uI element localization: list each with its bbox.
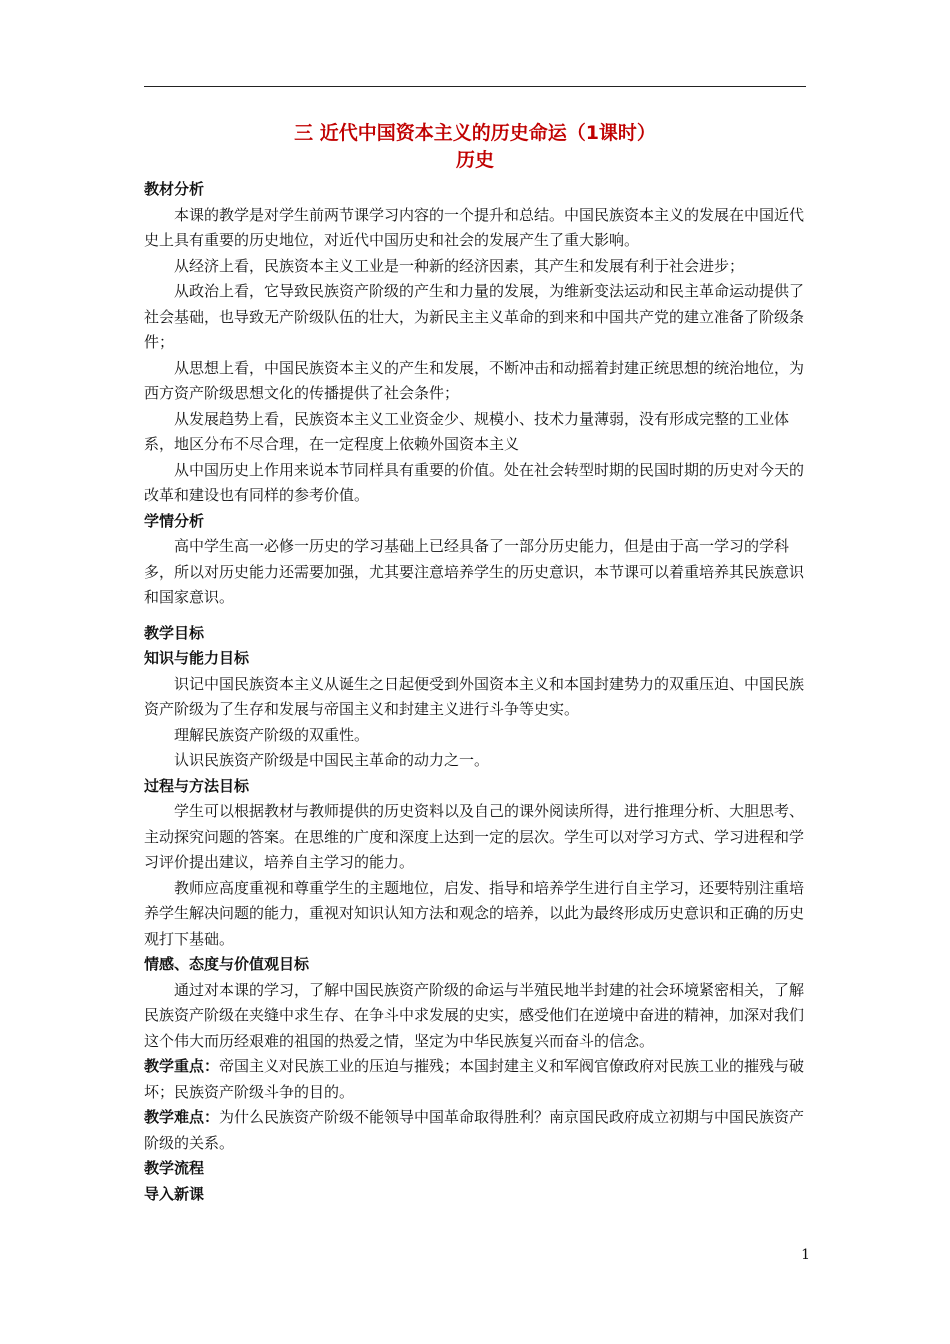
paragraph: 理解民族资产阶级的双重性。 [174,725,370,744]
document-body [144,177,808,1207]
page-number: 1 [801,1247,810,1263]
heading-process-goals: 过程与方法目标 [144,776,250,795]
title-subject: 历史 [455,149,494,171]
spacer [144,611,808,621]
paragraph: 从政治上看，它导致民族资产阶级的产生和力量的发展，为维新变法运动和民主革命运动提供了社会基础，也导致无产阶级队伍的壮大，为新民主主义革命的到来和中国共产党的建立准备了阶级条件； [144,282,805,351]
paragraph: 从中国历史上作用来说本节同样具有重要的价值。处在社会转型时期的民国时期的历史对今天的改革和建设也有同样的参考价值。 [144,460,805,504]
heading-material-analysis: 教材分析 [144,180,205,198]
key-points [144,1054,808,1105]
heading-teaching-process: 教学流程 [144,1159,205,1177]
title-main: 三 近代中国资本主义的历史命运（1课时） [294,122,656,144]
paragraph: 高中学生高一必修一历史的学习基础上已经具备了一部分历史能力，但是由于高一学习的学科多，所以对历史能力还需要加强，尤其要注意培养学生的历史意识，本节课可以着重培养其民族意识和国家意识。 [144,537,805,606]
paragraph: 本课的教学是对学生前两节课学习内容的一个提升和总结。中国民族资本主义的发展在中国近代史上具有重要的历史地位，对近代中国历史和社会的发展产生了重大影响。 [144,205,805,249]
difficult-points-text: 为什么民族资产阶级不能领导中国革命取得胜利？南京国民政府成立初期与中国民族资产阶级的关系。 [144,1108,805,1152]
heading-teaching-goals: 教学目标 [144,623,205,642]
heading-student-analysis: 学情分析 [144,511,205,530]
difficult-points-label: 教学难点： [144,1108,220,1126]
paragraph: 学生可以根据教材与教师提供的历史资料以及自己的课外阅读所得，进行推理分析、大胆思考、主动探究问题的答案。在思维的广度和深度上达到一定的层次。学生可以对学习方式、学习进程和学习评价提出建议，培养自主学习的能力。 [144,802,805,871]
key-points-label: 教学重点： [144,1057,220,1075]
heading-intro: 导入新课 [144,1184,205,1203]
key-points-text: 帝国主义对民族工业的压迫与摧残；本国封建主义和军阀官僚政府对民族工业的摧残与破坏；民族资产阶级斗争的目的。 [144,1057,805,1101]
paragraph: 从发展趋势上看，民族资本主义工业资金少、规模小、技术力量薄弱，没有形成完整的工业体系，地区分布不尽合理，在一定程度上依赖外国资本主义 [144,409,790,453]
paragraph: 认识民族资产阶级是中国民主革命的动力之一。 [174,751,490,769]
paragraph: 从思想上看，中国民族资本主义的产生和发展，不断冲击和动摇着封建正统思想的统治地位，为西方资产阶级思想文化的传播提供了社会条件； [144,358,805,402]
difficult-points [144,1105,808,1156]
document-title [144,120,806,174]
paragraph: 教师应高度重视和尊重学生的主题地位，启发、指导和培养学生进行自主学习，还要特别注重培养学生解决问题的能力，重视对知识认知方法和观念的培养，以此为最终形成历史意识和正确的历史观打下基础。 [144,878,805,948]
paragraph: 从经济上看，民族资本主义工业是一种新的经济因素，其产生和发展有利于社会进步； [174,256,745,275]
heading-emotion-goals: 情感、态度与价值观目标 [144,955,310,973]
paragraph: 识记中国民族资本主义从诞生之日起便受到外国资本主义和本国封建势力的双重压迫、中国民族资产阶级为了生存和发展与帝国主义和封建主义进行斗争等史实。 [144,674,805,718]
header-rule [144,86,806,87]
heading-knowledge-goals: 知识与能力目标 [144,649,250,667]
paragraph: 通过对本课的学习，了解中国民族资产阶级的命运与半殖民地半封建的社会环境紧密相关，了解民族资产阶级在夹缝中求生存、在争斗中求发展的史实，感受他们在逆境中奋进的精神，加深对我们这个伟大而历经艰难的祖国的热爱之情，坚定为中华民族复兴而奋斗的信念。 [144,980,805,1050]
